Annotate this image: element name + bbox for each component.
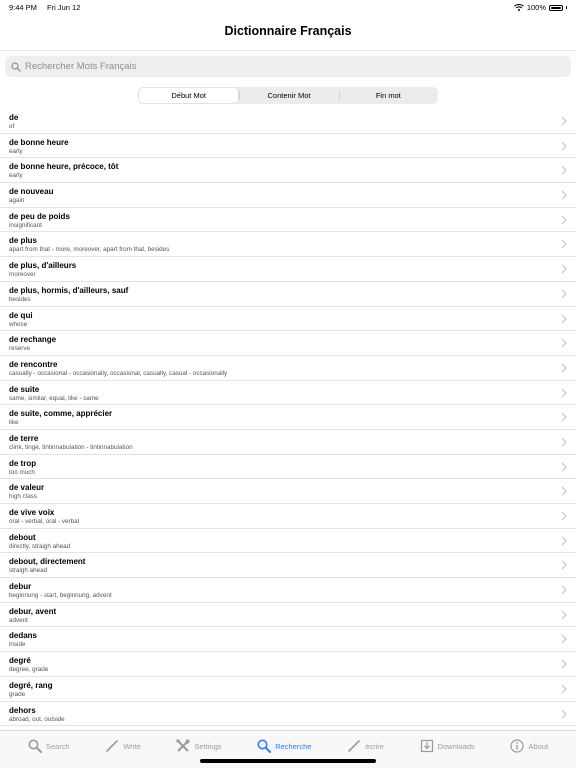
entry-translation: early [9,172,23,180]
entry-word: de peu de poids [9,211,70,221]
list-item[interactable] [0,627,576,652]
tab-label: écrire [365,741,384,751]
list-item[interactable] [0,479,576,504]
list-item[interactable] [0,208,576,233]
entry-translation: like [9,419,19,427]
chevron-right-icon [561,536,567,546]
list-item[interactable] [0,356,576,381]
entry-word: degré [9,656,31,666]
entry-translation: grade [9,690,26,698]
list-item[interactable] [0,158,576,183]
tab-label: Write [123,741,141,751]
entry-translation: reserve [9,345,30,353]
list-item[interactable] [0,381,576,406]
list-item[interactable] [0,529,576,554]
status-right [514,3,567,12]
tab-label: Downloads [437,741,475,751]
entry-translation: insignificant [9,221,42,229]
entry-translation: casually - occasional - occasionally, occasional, casually, casual - occasionally [9,369,228,377]
entry-translation: again [9,197,25,205]
search-input[interactable] [25,61,525,72]
chevron-right-icon [561,190,567,200]
search-icon [257,739,271,753]
list-item[interactable] [0,405,576,430]
search-icon [28,739,42,753]
chevron-right-icon [561,338,567,348]
battery-tip [566,6,567,9]
entry-word: dedans [9,631,38,641]
chevron-right-icon [561,659,567,669]
entry-word: de [9,113,19,122]
tab-search[interactable] [28,731,70,753]
entry-word: de suite, comme, apprécier [9,409,113,419]
list-item[interactable] [0,307,576,332]
tab-recherche[interactable] [257,731,311,753]
entry-word: degré, rang [9,680,53,690]
entry-translation: too much [9,468,35,476]
chevron-right-icon [561,437,567,447]
chevron-right-icon [561,388,567,398]
entry-word: de suite [9,384,40,394]
tab-settings[interactable] [176,731,221,753]
entry-word: de trop [9,458,37,468]
chevron-right-icon [561,363,567,373]
entry-word: de plus [9,236,38,246]
list-item[interactable] [0,183,576,208]
entry-word: de rencontre [9,359,58,369]
chevron-right-icon [561,215,567,225]
tools-icon [176,739,190,753]
status-bar [0,0,576,14]
chevron-right-icon [561,116,567,126]
entry-translation: high class [9,493,38,501]
entry-word: debur, avent [9,606,57,616]
entry-word: debur [9,582,32,592]
entry-word: debout, directement [9,557,86,567]
tab-label: Search [45,741,70,751]
entry-translation: apart from that - more, moreover, apart from that, besides [9,246,170,254]
list-item[interactable] [0,652,576,677]
chevron-right-icon [561,165,567,175]
search-mode-control [138,87,438,104]
entry-word: debout [9,532,36,542]
chevron-right-icon [561,610,567,620]
entry-word: de qui [9,310,33,320]
list-item[interactable] [0,331,576,356]
nav-divider [0,50,576,51]
status-date: Fri Jun 12 [47,3,81,12]
chevron-right-icon [561,585,567,595]
chevron-right-icon [561,486,567,496]
entry-translation: beginnung - start, beginnung, advent [9,592,112,600]
entry-translation: directly, straigh ahead [9,542,71,550]
entry-translation: abroad, out, outside [9,715,65,723]
entry-translation: clink, tinge, tintinnabulation - tintinnabulation [9,443,133,451]
entry-translation: whose [9,320,28,328]
download-icon [420,739,434,753]
entry-translation: early [9,147,23,155]
list-item[interactable] [0,677,576,702]
chevron-right-icon [561,634,567,644]
tab-write[interactable] [105,731,140,753]
list-item[interactable] [0,504,576,529]
entry-translation: advent [9,616,28,624]
list-item[interactable] [0,603,576,628]
entry-word: de vive voix [9,508,55,517]
entry-word: de nouveau [9,187,54,197]
entry-translation: besides [9,295,31,303]
entry-word: de bonne heure, précoce, tôt [9,162,119,172]
list-item[interactable] [0,134,576,159]
chevron-right-icon [561,462,567,472]
pencil-icon [347,739,361,753]
pencil-icon [105,739,119,753]
entry-word: de terre [9,433,39,443]
chevron-right-icon [561,412,567,422]
list-item[interactable] [0,455,576,480]
chevron-right-icon [561,709,567,719]
entry-word: de plus, hormis, d'ailleurs, sauf [9,285,129,295]
chevron-right-icon [561,239,567,249]
chevron-right-icon [561,264,567,274]
tab-about[interactable] [510,731,548,753]
tab-label: About [528,741,549,751]
list-item[interactable] [0,430,576,455]
entry-translation: of [9,123,15,130]
list-item[interactable] [0,257,576,282]
page-title: Dictionnaire Français [224,24,352,38]
battery-icon [549,5,563,11]
wifi-icon [514,4,524,11]
home-indicator [200,759,376,763]
entry-word: dehors [9,705,36,715]
chevron-right-icon [561,141,567,151]
chevron-right-icon [561,289,567,299]
tab-ecrire[interactable] [347,731,384,753]
entry-word: de rechange [9,335,57,345]
entry-word: de bonne heure [9,137,69,147]
segment-debut-mot[interactable]: Début Mot [139,88,238,103]
list-item[interactable] [0,553,576,578]
status-left [9,3,88,12]
entry-translation: straigh ahead [9,567,48,575]
battery-percent: 100% [526,3,546,12]
word-list [0,109,576,726]
tab-downloads[interactable] [420,731,475,753]
entry-translation: same, similar, equal, like - same [9,394,99,402]
chevron-right-icon [561,560,567,570]
info-icon [510,739,524,753]
entry-word: de plus, d'ailleurs [9,261,77,271]
tab-label: Recherche [275,741,312,751]
chevron-right-icon [561,511,567,521]
list-item[interactable] [0,578,576,603]
chevron-right-icon [561,314,567,324]
list-item[interactable] [0,109,576,134]
entry-translation: inside [9,641,26,649]
list-item[interactable] [0,702,576,727]
entry-translation: moreover [9,271,36,279]
segment-contenir-mot[interactable]: Contenir Mot [239,87,338,104]
chevron-right-icon [561,684,567,694]
search-bar[interactable] [5,56,571,77]
status-time: 9:44 PM [9,3,37,12]
search-icon [11,62,21,72]
list-item[interactable] [0,282,576,307]
entry-translation: oral - verbal, oral - verbal [9,518,79,525]
entry-word: de valeur [9,483,45,493]
list-item[interactable] [0,232,576,257]
entry-translation: degree, grade [9,666,49,674]
segment-fin-mot[interactable]: Fin mot [339,87,438,104]
tab-label: Settings [194,741,222,751]
